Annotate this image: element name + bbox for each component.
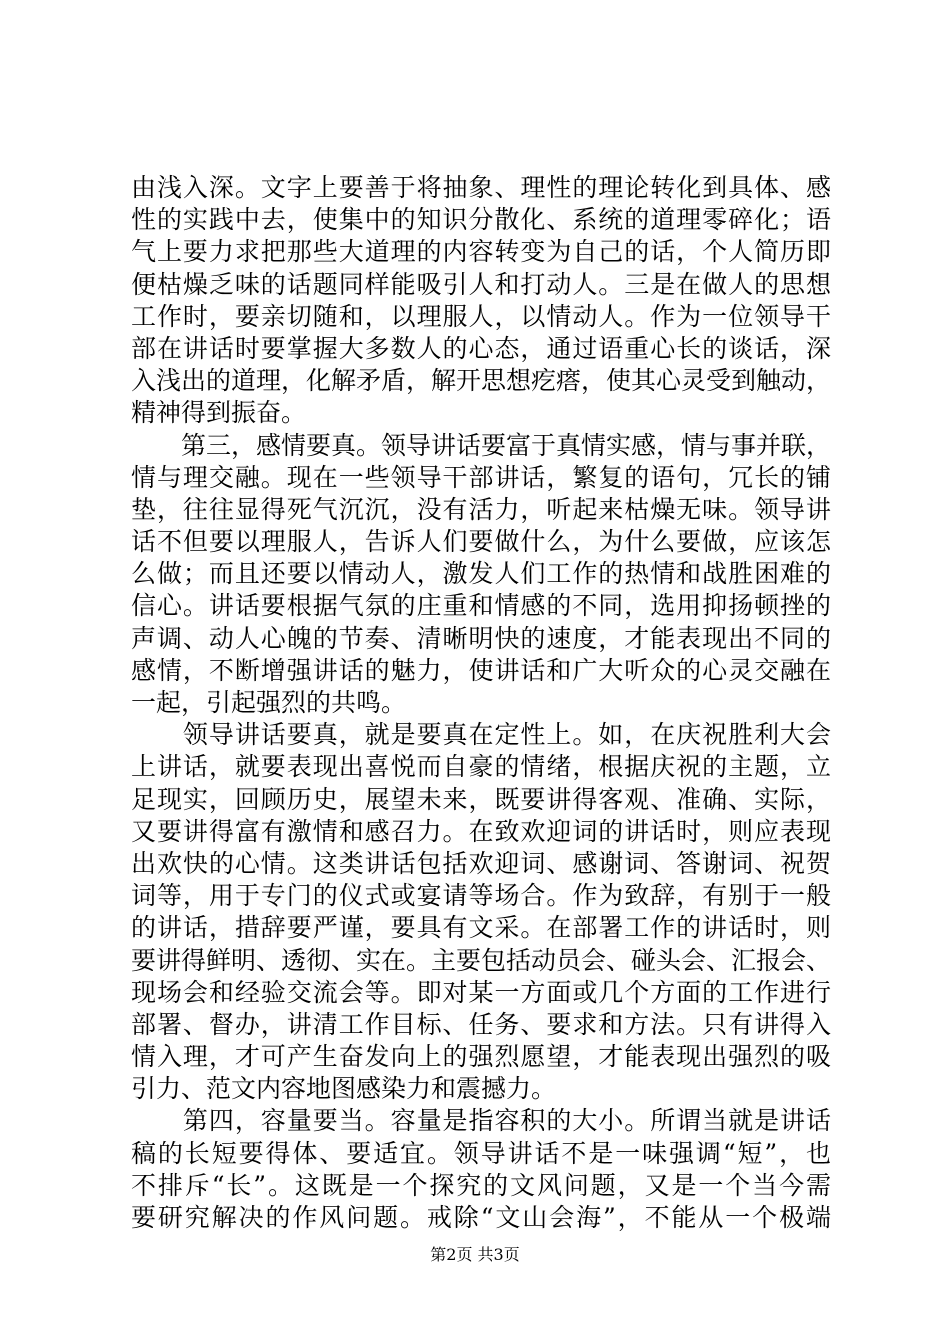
- text-line: 便枯燥乏味的话题同样能吸引人和打动人。三是在做人的思想: [131, 269, 831, 299]
- text-line: 精神得到振奋。: [131, 398, 307, 428]
- text-line: 入浅出的道理，化解矛盾，解开思想疙瘩，使其心灵受到触动，: [131, 366, 832, 396]
- text-line: 垫，往往显得死气沉沉，没有活力，听起来枯燥无味。领导讲: [131, 494, 831, 524]
- text-line: 部署、督办，讲清工作目标、任务、要求和方法。只有讲得入: [131, 1009, 831, 1039]
- text-line: 工作时，要亲切随和，以理服人，以情动人。作为一位领导干: [131, 301, 831, 331]
- text-line: 出欢快的心情。这类讲话包括欢迎词、感谢词、答谢词、祝贺: [131, 848, 831, 878]
- text-line: 第三，感情要真。领导讲话要富于真情实感，情与事并联，: [131, 430, 832, 460]
- text-line: 情入理，才可产生奋发向上的强烈愿望，才能表现出强烈的吸: [131, 1042, 831, 1072]
- text-line: 又要讲得富有激情和感召力。在致欢迎词的讲话时，则应表现: [131, 816, 831, 846]
- text-line: 感情，不断增强讲话的魅力，使讲话和广大听众的心灵交融在: [131, 655, 831, 685]
- text-line: 性的实践中去，使集中的知识分散化、系统的道理零碎化；语: [131, 205, 831, 235]
- text-line: 要研究解决的作风问题。戒除“文山会海”，不能从一个极端: [131, 1203, 831, 1232]
- text-line: 要讲得鲜明、透彻、实在。主要包括动员会、碰头会、汇报会、: [131, 945, 832, 975]
- text-line: 引力、范文内容地图感染力和震撼力。: [131, 1074, 557, 1104]
- text-line: 声调、动人心魄的节奏、清晰明快的速度，才能表现出不同的: [131, 623, 831, 653]
- text-line: 部在讲话时要掌握大多数人的心态，通过语重心长的谈话，深: [131, 333, 831, 363]
- text-line: 足现实，回顾历史，展望未来，既要讲得客观、准确、实际，: [131, 784, 831, 814]
- text-line: 上讲话，就要表现出喜悦而自豪的情绪，根据庆祝的主题，立: [131, 752, 831, 782]
- text-line: 稿的长短要得体、要适宜。领导讲话不是一味强调“短”，也: [131, 1138, 831, 1168]
- text-line: 第四，容量要当。容量是指容积的大小。所谓当就是讲话: [131, 1106, 831, 1136]
- text-line: 话不但要以理服人，告诉人们要做什么，为什么要做，应该怎: [131, 527, 831, 557]
- text-line: 领导讲话要真，就是要真在定性上。如，在庆祝胜利大会: [131, 720, 831, 750]
- text-line: 一起，引起强烈的共鸣。: [131, 688, 407, 717]
- text-line: 的讲话，措辞要严谨，要具有文采。在部署工作的讲话时，则: [131, 913, 831, 943]
- text-line: 现场会和经验交流会等。即对某一方面或几个方面的工作进行: [131, 977, 831, 1007]
- text-line: 气上要力求把那些大道理的内容转变为自己的话，个人简历即: [131, 237, 831, 267]
- text-line: 么做；而且还要以情动人，激发人们工作的热情和战胜困难的: [131, 559, 831, 589]
- text-line: 情与理交融。现在一些领导干部讲话，繁复的语句，冗长的铺: [131, 462, 831, 492]
- text-line: 由浅入深。文字上要善于将抽象、理性的理论转化到具体、感: [131, 173, 831, 202]
- text-line: 不排斥“长”。这既是一个探究的文风问题，又是一个当今需: [131, 1170, 831, 1200]
- text-line: 信心。讲话要根据气氛的庄重和情感的不同，选用抑扬顿挫的: [131, 591, 831, 621]
- text-line: 词等，用于专门的仪式或宴请等场合。作为致辞，有别于一般: [131, 881, 831, 911]
- page-footer: 第2页 共3页: [430, 1245, 520, 1264]
- document-body: [131, 172, 831, 1234]
